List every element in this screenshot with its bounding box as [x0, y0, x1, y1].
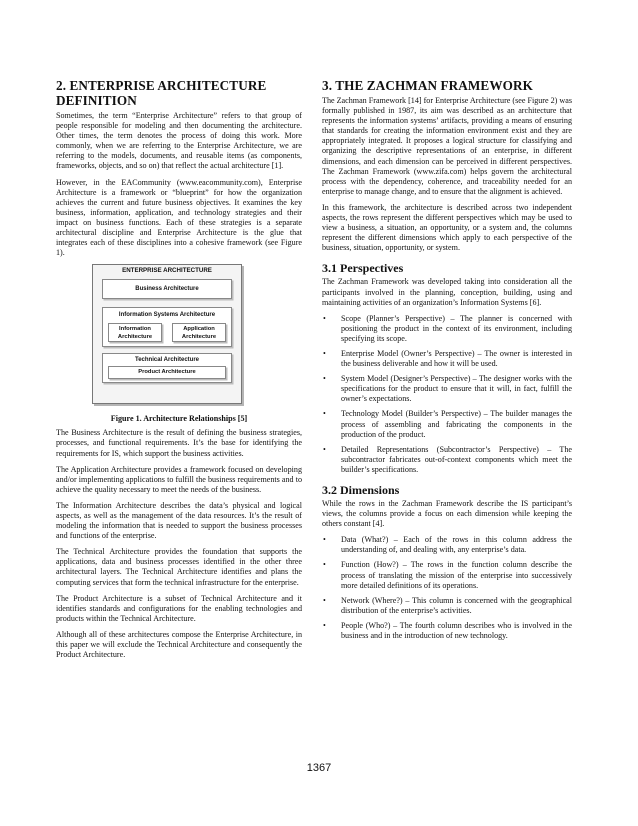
bullet-icon: • — [323, 444, 326, 454]
list-item-text: Technology Model (Builder’s Perspective) – The builder manages the process of assembling and fabricating the components in the production of the product. — [341, 409, 572, 439]
list-item — [322, 374, 572, 404]
paragraph: While the rows in the Zachman Framework describe the IS participant’s views, the columns provide a focus on each dimension while keeping the others constant [4]. — [322, 499, 572, 529]
list-item — [322, 560, 572, 590]
right-column — [322, 78, 572, 647]
bullet-icon: • — [323, 595, 326, 605]
list-item-text: Data (What?) – Each of the rows in this column address the understanding of, and dealing with, any enterprise’s data. — [341, 535, 572, 555]
information-architecture-box: Information Architecture — [108, 323, 162, 342]
paragraph: In this framework, the architecture is described across two independent aspects, the rows represent the different perspectives which may be used to view a business, a situation, an opportunity, or a system and, the columns represent the different dimensions which apply to each perspective of the business, situation, opportunity, or system. — [322, 202, 572, 253]
product-architecture-box: Product Architecture — [108, 366, 226, 379]
paragraph: The Zachman Framework was developed taking into consideration all the participants involved in the planning, conception, building, using and maintaining activities of an organization’s Information Systems [6]. — [322, 277, 572, 307]
business-architecture-box: Business Architecture — [102, 279, 232, 299]
list-item — [322, 596, 572, 616]
list-item-text: System Model (Designer’s Perspective) – The designer works with the specifications for the product to ensure that it will, in fact, fulfill the owner’s expectations. — [341, 374, 572, 404]
list-item — [322, 621, 572, 641]
bullet-icon: • — [323, 409, 326, 419]
bullet-icon: • — [323, 560, 326, 570]
list-item-text: Network (Where?) – This column is concerned with the geographical distribution of the enterprise’s activities. — [341, 595, 572, 615]
diagram-title: ENTERPRISE ARCHITECTURE — [122, 267, 212, 275]
figure-1-caption: Figure 1. Architecture Relationships [5] — [110, 414, 248, 424]
paragraph: Sometimes, the term “Enterprise Architecture” refers to that group of people responsible for modeling and then documenting the architecture. Other times, the term denotes the process of doing this work. More commonly, when we are referring to the Enterprise Architecture, we are referring to the models, documents, and reusable items (as components, frameworks, objects, and so on) that reflect the actual architecture [1]. — [56, 111, 302, 171]
paragraph: The Application Architecture provides a framework focused on developing and/or implementing applications to fulfill the business requirements and to achieve the quality necessary to meet the needs of the business. — [56, 464, 302, 494]
subsection-3-1-heading: 3.1 Perspectives — [322, 261, 404, 276]
list-item-text: Detailed Representations (Subcontractor’s Perspective) – The subcontractor fabricates out-of-context components which meet the builder’s specifications. — [341, 444, 572, 474]
technical-architecture-box — [102, 353, 232, 383]
is-architecture-box — [102, 307, 232, 347]
bullet-icon: • — [323, 535, 326, 545]
paragraph: The Business Architecture is the result of defining the business strategies, processes, and functional requirements. It’s the base for identifying the requirements for IS, which support the business activities. — [56, 428, 302, 458]
list-item — [322, 445, 572, 475]
list-item-text: Function (How?) – The rows in the function column describe the process of translating the mission of the enterprise into successively more detailed definitions of its operations. — [341, 560, 572, 590]
list-item — [322, 535, 572, 555]
figure-1 — [92, 264, 242, 404]
paragraph: The Product Architecture is a subset of Technical Architecture and it identifies standards and configurations for the enabling technologies and products within the Technical Architecture. — [56, 593, 302, 623]
application-architecture-box: Application Architecture — [172, 323, 226, 342]
list-item — [322, 314, 572, 344]
perspectives-list — [322, 314, 572, 475]
paragraph: However, in the EACommunity (www.eacommunity.com), Enterprise Architecture is a framework or “blueprint” for how the organization achieves the current and future business objectives. It examines the key business, information, application, and technology strategies and their impact on business functions. Each of these strategies is a separate architectural discipline and Enterprise Architecture is the glue that integrates each of these disciplines into a cohesive framework (see Figure 1). — [56, 177, 302, 258]
list-item — [322, 409, 572, 439]
page-number: 1367 — [306, 762, 332, 774]
is-architecture-label: Information Systems Architecture — [118, 312, 216, 319]
bullet-icon: • — [323, 348, 326, 358]
list-item-text: Scope (Planner’s Perspective) – The planner is concerned with positioning the product in the context of its environment, including specifying its scope. — [341, 313, 572, 343]
list-item — [322, 349, 572, 369]
paragraph: The Zachman Framework [14] for Enterprise Architecture (see Figure 2) was formally published in 1987, its aim was described as an architecture that represents the information systems’ artifacts, providing a means of ensuring that standards for creating the information environment exist and they are appropriately integrated. It proposes a logical structure for classifying and organizing the descriptive representations of an enterprise, in different dimensions, and each dimension can be perceived in different perspectives. The Zachman Framework (www.zifa.com) helps govern the architectural process with the dependency, coherence, and traceability needed for an enterprise to manage change, and to ensure that the alignment is achieved. — [322, 96, 572, 196]
subsection-3-2-heading: 3.2 Dimensions — [322, 483, 400, 497]
paragraph: The Technical Architecture provides the foundation that supports the applications, data and business processes identified in the other three architectural layers. The Technical Architecture identifies and plans the computing services that form the technical infrastructure for the enterprise. — [56, 547, 302, 587]
section-3-heading: 3. THE ZACHMAN FRAMEWORK — [322, 78, 533, 93]
paragraph: Although all of these architectures compose the Enterprise Architecture, in this paper we will exclude the Technical Architecture and consequently the Product Architecture. — [56, 629, 302, 660]
technical-architecture-label: Technical Architecture — [134, 357, 200, 364]
enterprise-architecture-diagram — [92, 264, 242, 404]
bullet-icon: • — [323, 313, 326, 323]
list-item-text: Enterprise Model (Owner’s Perspective) – The owner is interested in the business deliverable and how it will be used. — [341, 348, 572, 369]
list-item-text: People (Who?) – The fourth column describes who is involved in the business and in the introduction of new technology. — [341, 620, 572, 641]
bullet-icon: • — [323, 374, 326, 384]
section-2-heading: 2. ENTERPRISE ARCHITECTURE DEFINITION — [56, 78, 267, 108]
bullet-icon: • — [323, 620, 326, 630]
dimensions-list — [322, 535, 572, 641]
left-column — [56, 78, 302, 666]
paragraph: The Information Architecture describes the data’s physical and logical aspects, as well as the management of the data resources. It’s the result of modeling the information that is needed to support the business processes and functions of the enterprise. — [56, 500, 302, 541]
